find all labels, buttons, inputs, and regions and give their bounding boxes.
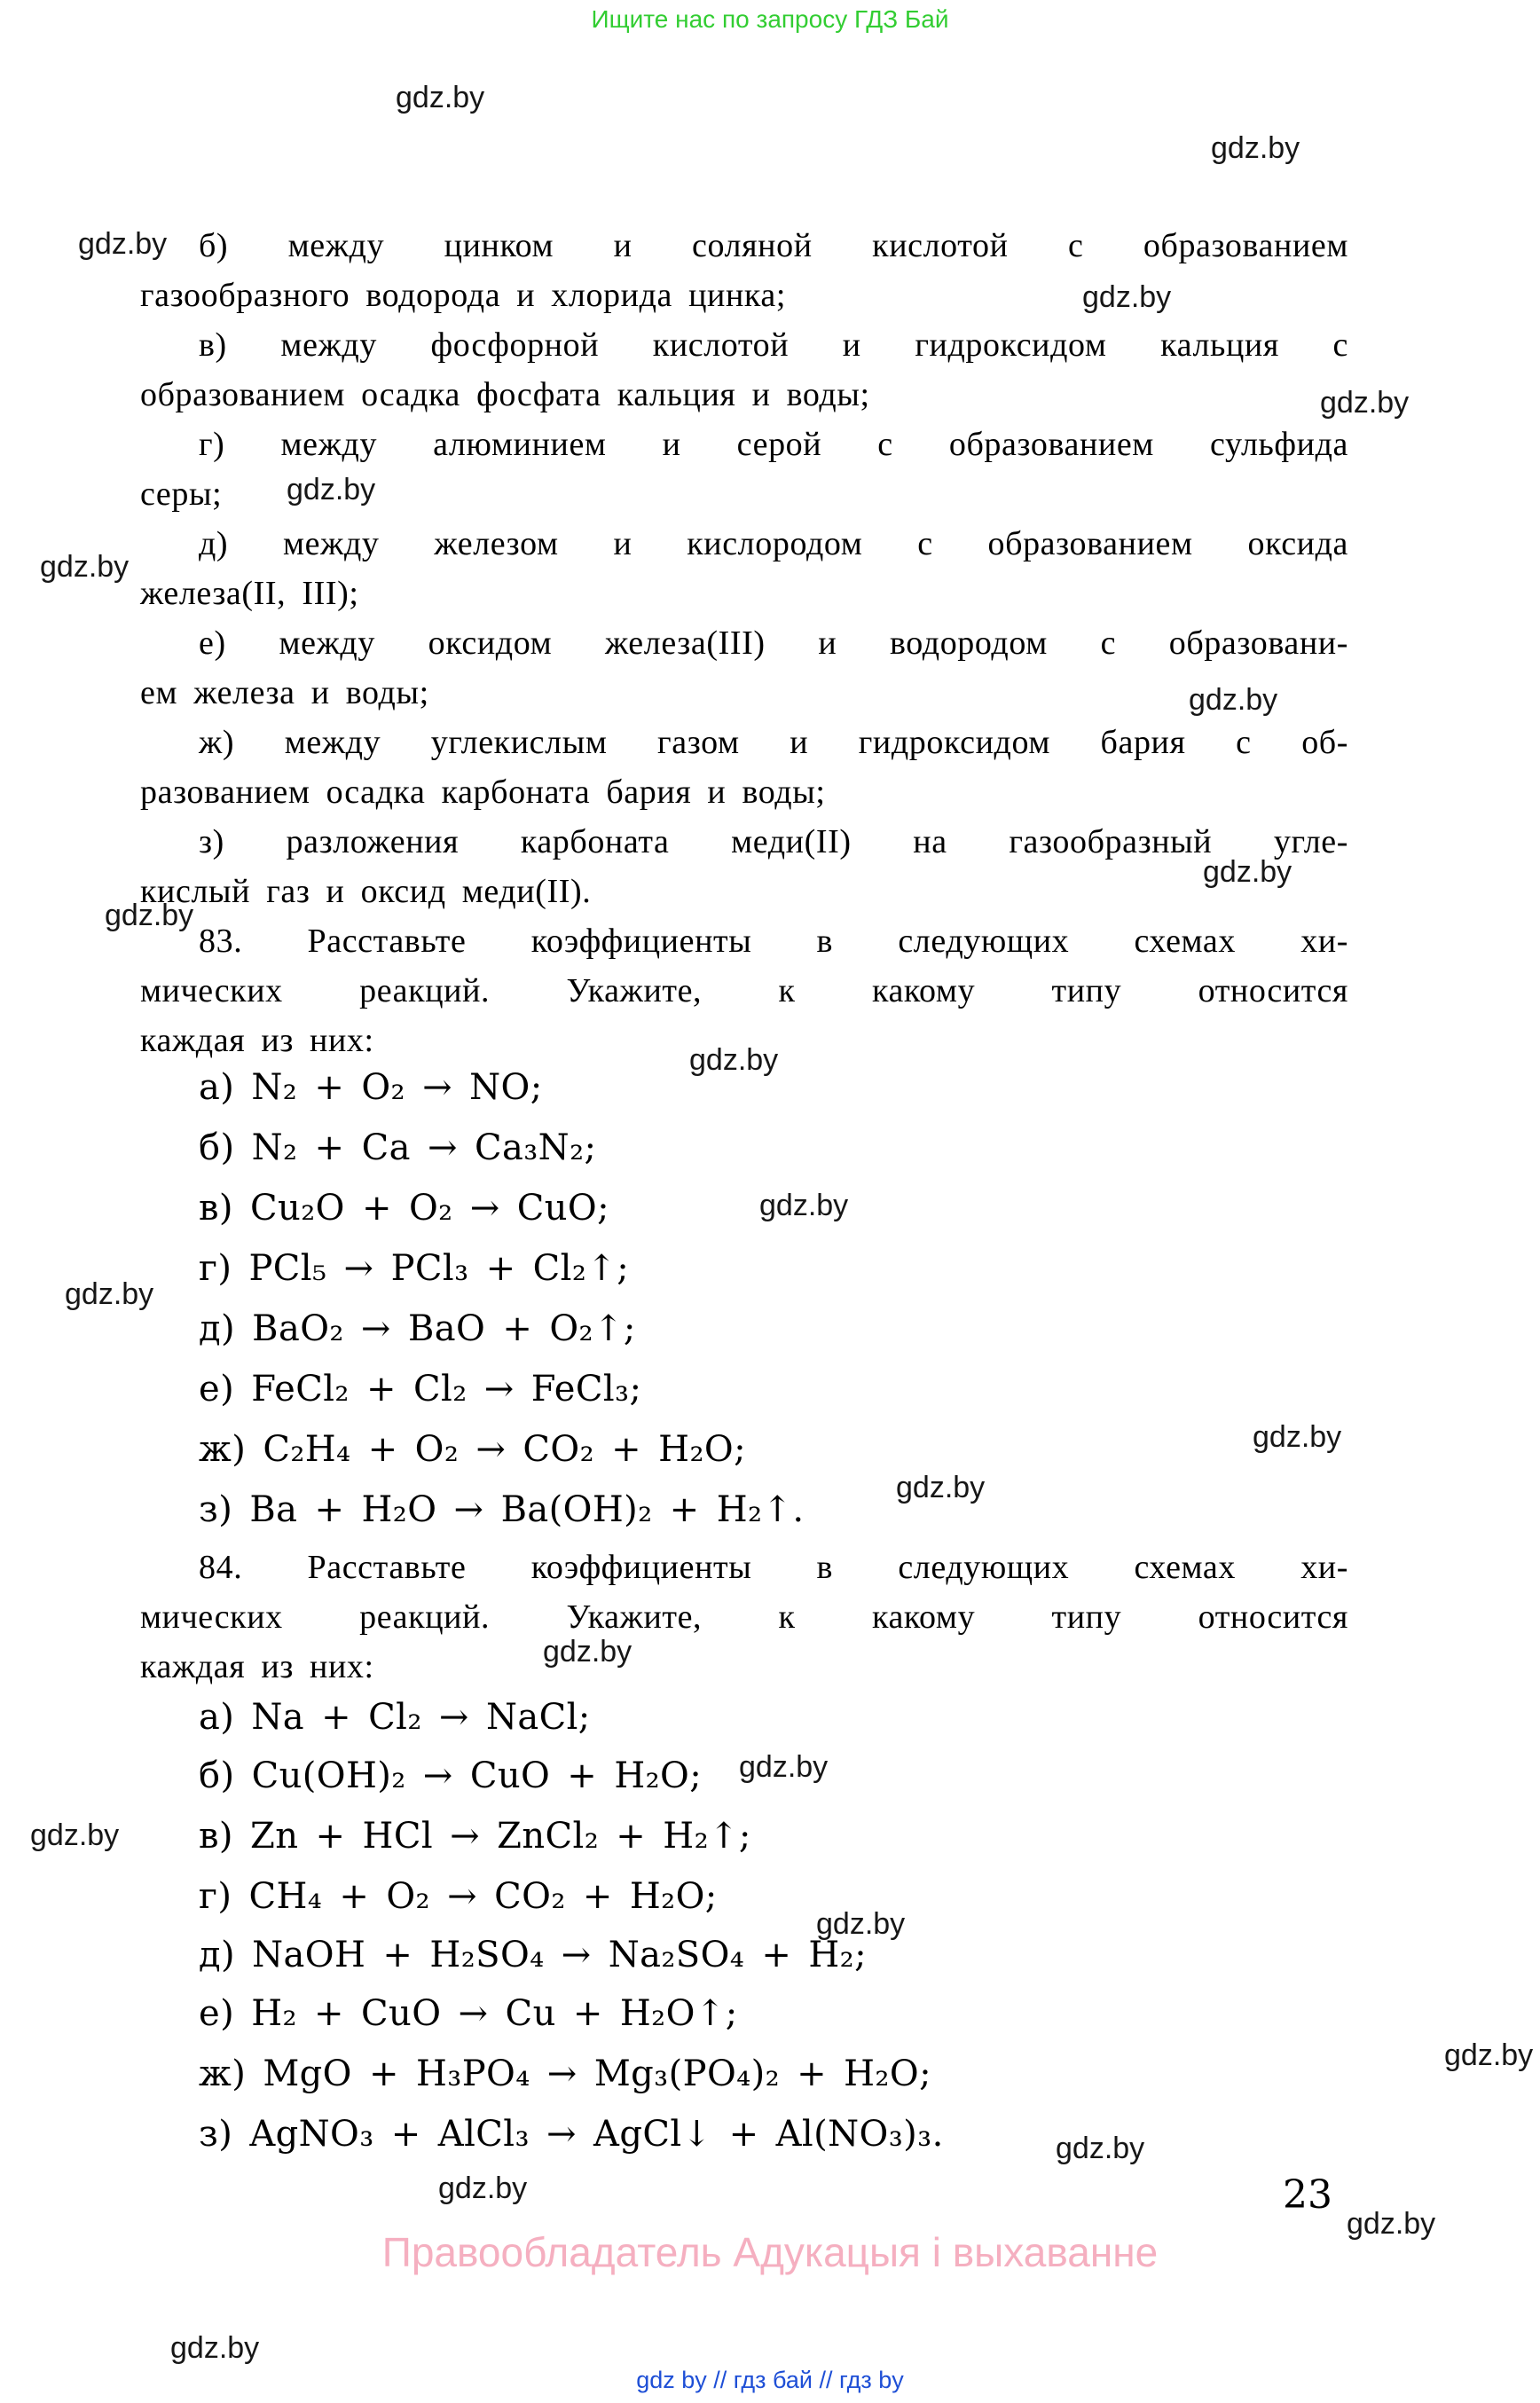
watermark-gdz-by: gdz.by	[287, 473, 376, 507]
watermark-gdz-by: gdz.by	[1347, 2207, 1436, 2241]
eq83-e: е) FeCl₂ + Cl₂ → FeCl₃;	[199, 1369, 642, 1410]
eq83-zh: ж) C₂H₄ + O₂ → CO₂ + H₂O;	[199, 1429, 746, 1470]
task84-head-2: мических реакций. Укажите, к какому типу относится	[140, 1598, 1348, 1636]
item-g-line-2: серы;	[140, 475, 223, 513]
item-e-line-1: е) между оксидом железа(III) и водородом с образовани-	[199, 624, 1348, 662]
watermark-gdz-by: gdz.by	[1189, 683, 1278, 717]
eq84-a: а) Na + Cl₂ → NaCl;	[199, 1697, 591, 1738]
footer-links[interactable]: gdz by // гдз бай // гдз by	[636, 2367, 904, 2393]
eq83-a: а) N₂ + O₂ → NO;	[199, 1067, 543, 1108]
item-z-line-2: кислый газ и оксид меди(II).	[140, 873, 592, 910]
watermark-gdz-by: gdz.by	[689, 1043, 779, 1077]
item-zh-line-2: разованием осадка карбоната бария и воды;	[140, 774, 826, 811]
item-v-line-2: образованием осадка фосфата кальция и воды;	[140, 376, 870, 413]
watermark-gdz-by: gdz.by	[78, 227, 168, 261]
eq84-e: е) H₂ + CuO → Cu + H₂O↑;	[199, 1993, 738, 2034]
eq84-v: в) Zn + HCl → ZnCl₂ + H₂↑;	[199, 1816, 751, 1857]
item-v-line-1: в) между фосфорной кислотой и гидроксидом кальция с	[199, 326, 1348, 364]
eq84-g: г) CH₄ + O₂ → CO₂ + H₂O;	[199, 1876, 718, 1917]
item-g-line-1: г) между алюминием и серой с образованием сульфида	[199, 426, 1348, 463]
watermark-gdz-by: gdz.by	[65, 1277, 154, 1311]
watermark-gdz-by: gdz.by	[1082, 280, 1172, 314]
watermark-gdz-by: gdz.by	[1444, 2038, 1534, 2072]
task83-head-1: 83. Расставьте коэффициенты в следующих схемах хи-	[199, 923, 1348, 960]
watermark-gdz-by: gdz.by	[759, 1189, 849, 1222]
item-b-line-1: б) между цинком и соляной кислотой с образованием	[199, 227, 1348, 264]
watermark-gdz-by: gdz.by	[1253, 1420, 1342, 1454]
task83-head-2: мических реакций. Укажите, к какому типу относится	[140, 972, 1348, 1009]
watermark-gdz-by: gdz.by	[816, 1907, 906, 1941]
task83-head-3: каждая из них:	[140, 1022, 374, 1059]
watermark-gdz-by: gdz.by	[1203, 855, 1292, 889]
item-d-line-1: д) между железом и кислородом с образованием оксида	[199, 525, 1348, 562]
eq83-g: г) PCl₅ → PCl₃ + Cl₂↑;	[199, 1248, 630, 1289]
watermark-gdz-by: gdz.by	[105, 899, 194, 932]
page-number: 23	[1283, 2172, 1332, 2218]
item-d-line-2: железа(II, III);	[140, 575, 359, 612]
eq83-z: з) Ba + H₂O → Ba(OH)₂ + H₂↑.	[199, 1489, 805, 1530]
watermark-gdz-by: gdz.by	[1320, 386, 1410, 420]
eq84-b: б) Cu(OH)₂ → CuO + H₂O;	[199, 1755, 703, 1796]
watermark-gdz-by: gdz.by	[396, 81, 485, 114]
watermark-gdz-by: gdz.by	[896, 1471, 986, 1504]
eq84-d: д) NaOH + H₂SO₄ → Na₂SO₄ + H₂;	[199, 1935, 867, 1975]
eq83-d: д) BaO₂ → BaO + O₂↑;	[199, 1308, 636, 1349]
eq83-b: б) N₂ + Ca → Ca₃N₂;	[199, 1127, 597, 1168]
watermark-gdz-by: gdz.by	[1056, 2132, 1145, 2165]
promo-banner-text: Ищите нас по запросу ГДЗ Бай	[591, 5, 949, 33]
watermark-gdz-by: gdz.by	[170, 2331, 260, 2365]
item-e-line-2: ем железа и воды;	[140, 674, 429, 711]
watermark-gdz-by: gdz.by	[543, 1635, 632, 1669]
eq83-v: в) Cu₂O + O₂ → CuO;	[199, 1188, 609, 1229]
item-b-line-2: газообразного водорода и хлорида цинка;	[140, 277, 787, 314]
watermark-gdz-by: gdz.by	[438, 2171, 528, 2205]
eq84-zh: ж) MgO + H₃PO₄ → Mg₃(PO₄)₂ + H₂O;	[199, 2054, 931, 2094]
watermark-gdz-by: gdz.by	[40, 550, 130, 584]
item-zh-line-1: ж) между углекислым газом и гидроксидом бария с об-	[199, 724, 1348, 761]
task84-head-1: 84. Расставьте коэффициенты в следующих схемах хи-	[199, 1549, 1348, 1586]
eq84-z: з) AgNO₃ + AlCl₃ → AgCl↓ + Al(NO₃)₃.	[199, 2114, 944, 2155]
watermark-gdz-by: gdz.by	[30, 1818, 120, 1852]
item-z-line-1: з) разложения карбоната меди(II) на газообразный угле-	[199, 823, 1348, 860]
watermark-gdz-by: gdz.by	[739, 1750, 829, 1784]
task84-head-3: каждая из них:	[140, 1648, 374, 1685]
copyright-notice: Правообладатель Адукацыя і выхаванне	[381, 2229, 1159, 2275]
watermark-gdz-by: gdz.by	[1211, 131, 1300, 165]
